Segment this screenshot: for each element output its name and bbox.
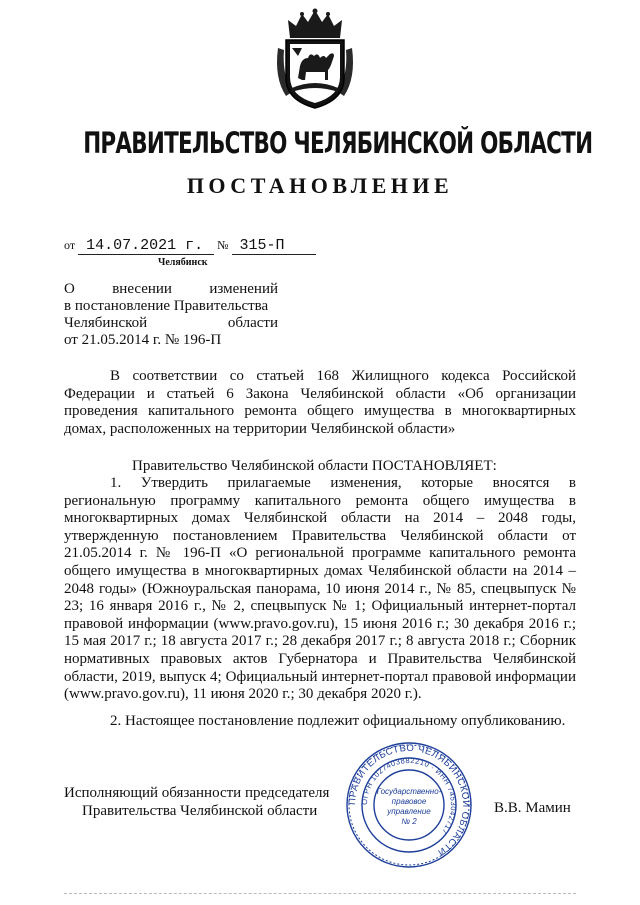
official-seal-stamp: [344, 740, 474, 870]
position-line: Исполняющий обязанности председателя: [64, 785, 330, 801]
seal-center-line: правовое: [391, 797, 427, 806]
coat-of-arms-icon: [272, 8, 358, 112]
number-label: №: [217, 238, 229, 252]
signatory-position: [64, 784, 329, 820]
decree-date: 14.07.2021 г.: [78, 237, 214, 255]
document-type: ПОСТАНОВЛЕНИЕ: [186, 173, 454, 198]
city-name: Челябинск: [158, 257, 208, 268]
decree-subject: [64, 281, 278, 349]
seal-center-line: Государственно-: [376, 787, 442, 796]
preamble-paragraph: В соответствии со статьей 168 Жилищного кодекса Российской Федерации и статьей 6 Закона Челябинской области «Об организации проведения капитального ремонта общего имущества в многоквартирных домах, расположенных на территории Челябинской области»: [64, 368, 576, 437]
date-label: от: [64, 238, 76, 252]
decree-line: Правительство Челябинской области ПОСТАНОВЛЯЕТ:: [132, 458, 497, 474]
page-bottom-divider: [64, 893, 576, 894]
government-title: ПРАВИТЕЛЬСТВО ЧЕЛЯБИНСКОЙ ОБЛАСТИ: [83, 126, 593, 160]
item-2-paragraph: 2. Настоящее постановление подлежит официальному опубликованию.: [110, 713, 566, 729]
decree-meta: [64, 237, 316, 255]
subject-line: Челябинской области: [64, 315, 278, 331]
subject-line: от 21.05.2014 г. № 196-П: [64, 332, 222, 348]
subject-line: О внесении изменений: [64, 281, 278, 297]
position-line: Правительства Челябинской области: [82, 803, 318, 819]
seal-inner-text: ОГРН 1027403882210 · ИНН 7453042717: [359, 755, 459, 837]
seal-center-line: № 2: [401, 817, 417, 826]
subject-line: в постановление Правительства: [64, 298, 269, 314]
decree-number: 315-П: [232, 237, 316, 255]
seal-center-line: управление: [387, 807, 431, 816]
signatory-name: В.В. Мамин: [494, 800, 571, 816]
seal-outer-text: ПРАВИТЕЛЬСТВО ЧЕЛЯБИНСКОЙ ОБЛАСТИ: [346, 742, 472, 858]
item-1-paragraph: 1. Утвердить прилагаемые изменения, которые вносятся в региональную программу капитального ремонта общего имущества в многоквартирных домах Челябинской области на 2014 – 2048 годы, утвержденную постановлением Правительства Челябинской области от 21.05.2014 г. № 196-П «О региональной программе капитального ремонта общего имущества в многоквартирных домах Челябинской области на 2014 – 2048 годы» (Южноуральская панорама, 10 июня 2014 г., № 85, спецвыпуск № 23; 16 января 2016 г., № 2, спецвыпуск № 1; Официальный интернет-портал правовой информации (www.pravo.gov.ru), 15 июня 2016 г.; 30 декабря 2016 г.; 15 мая 2017 г.; 18 августа 2017 г.; 28 декабря 2017 г.; 8 августа 2018 г.; Сборник нормативных правовых актов Губернатора и Правительства Челябинской области, 2019, выпуск 4; Официальный интернет-портал правовой информации (www.pravo.gov.ru), 11 июня 2020 г.; 30 декабря 2020 г.).: [64, 475, 576, 703]
